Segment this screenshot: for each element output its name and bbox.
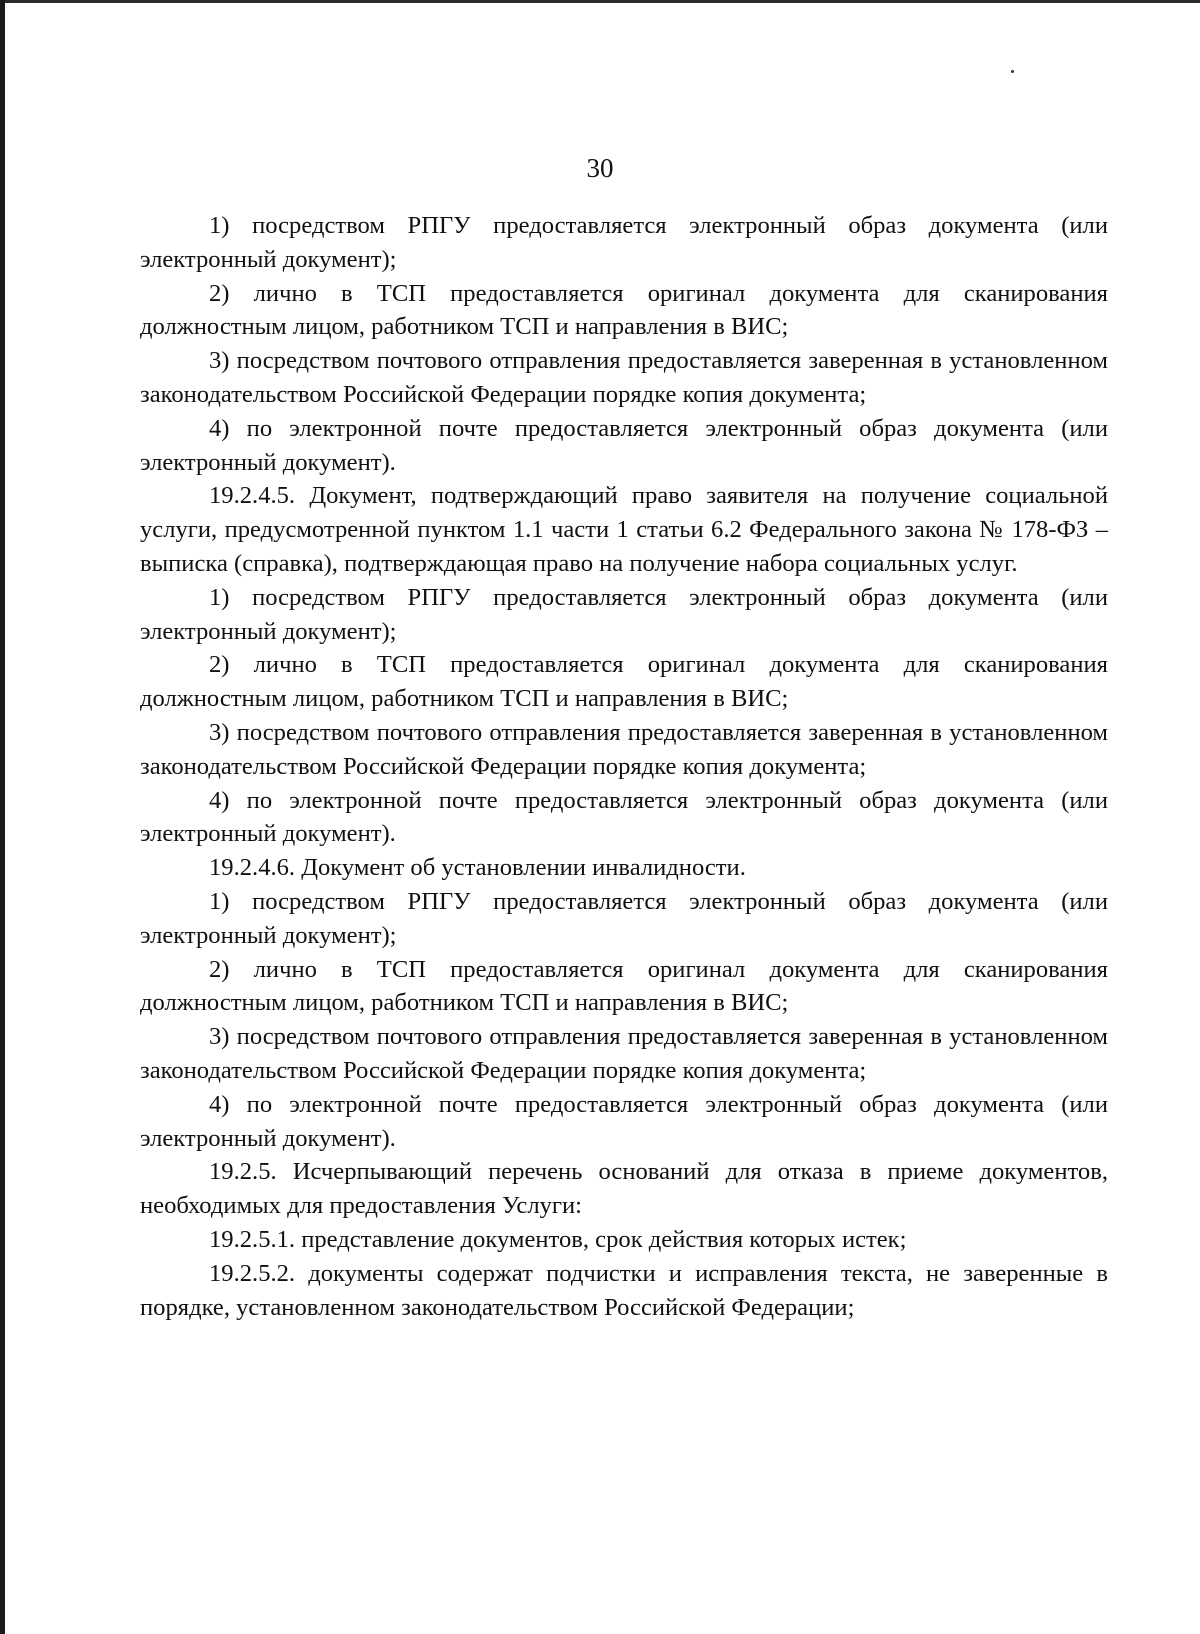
list-item-rpgu: 1) посредством РПГУ предоставляется электронный образ документа (или электронный документ); bbox=[140, 212, 1108, 273]
scan-speck bbox=[1011, 70, 1014, 73]
list-item-tsp: 2) лично в ТСП предоставляется оригинал документа для сканирования должностным лицом, работником ТСП и направления в ВИС; bbox=[140, 279, 1108, 341]
list-item-email: 4) по электронной почте предоставляется электронный образ документа (или электронный документ). bbox=[140, 1090, 1108, 1152]
list-item-email: 4) по электронной почте предоставляется электронный образ документа (или электронный документ). bbox=[140, 786, 1108, 848]
section-19-2-4-6: 19.2.4.6. Документ об установлении инвалидности. bbox=[209, 854, 746, 882]
section-19-2-5-2: 19.2.5.2. документы содержат подчистки и исправления текста, не заверенные в порядке, установленном законодательством Российской Федерации; bbox=[140, 1259, 1108, 1321]
list-item-rpgu: 1) посредством РПГУ предоставляется электронный образ документа (или электронный документ); bbox=[140, 583, 1108, 645]
list-item-tsp: 2) лично в ТСП предоставляется оригинал документа для сканирования должностным лицом, работником ТСП и направления в ВИС; bbox=[140, 651, 1108, 713]
list-item-post: 3) посредством почтового отправления предоставляется заверенная в установленном законодательством Российской Федерации порядке копия документа; bbox=[140, 347, 1108, 408]
section-19-2-5: 19.2.5. Исчерпывающий перечень оснований для отказа в приеме документов, необходимых для предоставления Услуги: bbox=[140, 1158, 1108, 1220]
section-19-2-5-1: 19.2.5.1. представление документов, срок действия которых истек; bbox=[209, 1225, 907, 1253]
list-item-tsp: 2) лично в ТСП предоставляется оригинал документа для сканирования должностным лицом, работником ТСП и направления в ВИС; bbox=[140, 955, 1108, 1017]
section-19-2-4-5: 19.2.4.5. Документ, подтверждающий право заявителя на получение социальной услуги, предусмотренной пунктом 1.1 части 1 статьи 6.2 Федерального закона № 178-ФЗ – выписка (справка), подтверждающая право на получение набора социальных услуг. bbox=[140, 482, 1108, 577]
list-item-email: 4) по электронной почте предоставляется электронный образ документа (или электронный документ). bbox=[140, 414, 1108, 476]
list-item-rpgu: 1) посредством РПГУ предоставляется электронный образ документа (или электронный документ); bbox=[140, 887, 1108, 949]
document-body bbox=[140, 209, 1108, 1324]
list-item-post: 3) посредством почтового отправления предоставляется заверенная в установленном законодательством Российской Федерации порядке копия документа; bbox=[140, 1023, 1108, 1084]
list-item-post: 3) посредством почтового отправления предоставляется заверенная в установленном законодательством Российской Федерации порядке копия документа; bbox=[140, 718, 1108, 780]
scan-edge-top bbox=[0, 0, 1200, 3]
page-number: 30 bbox=[586, 153, 614, 183]
scan-edge-left bbox=[0, 0, 5, 1634]
